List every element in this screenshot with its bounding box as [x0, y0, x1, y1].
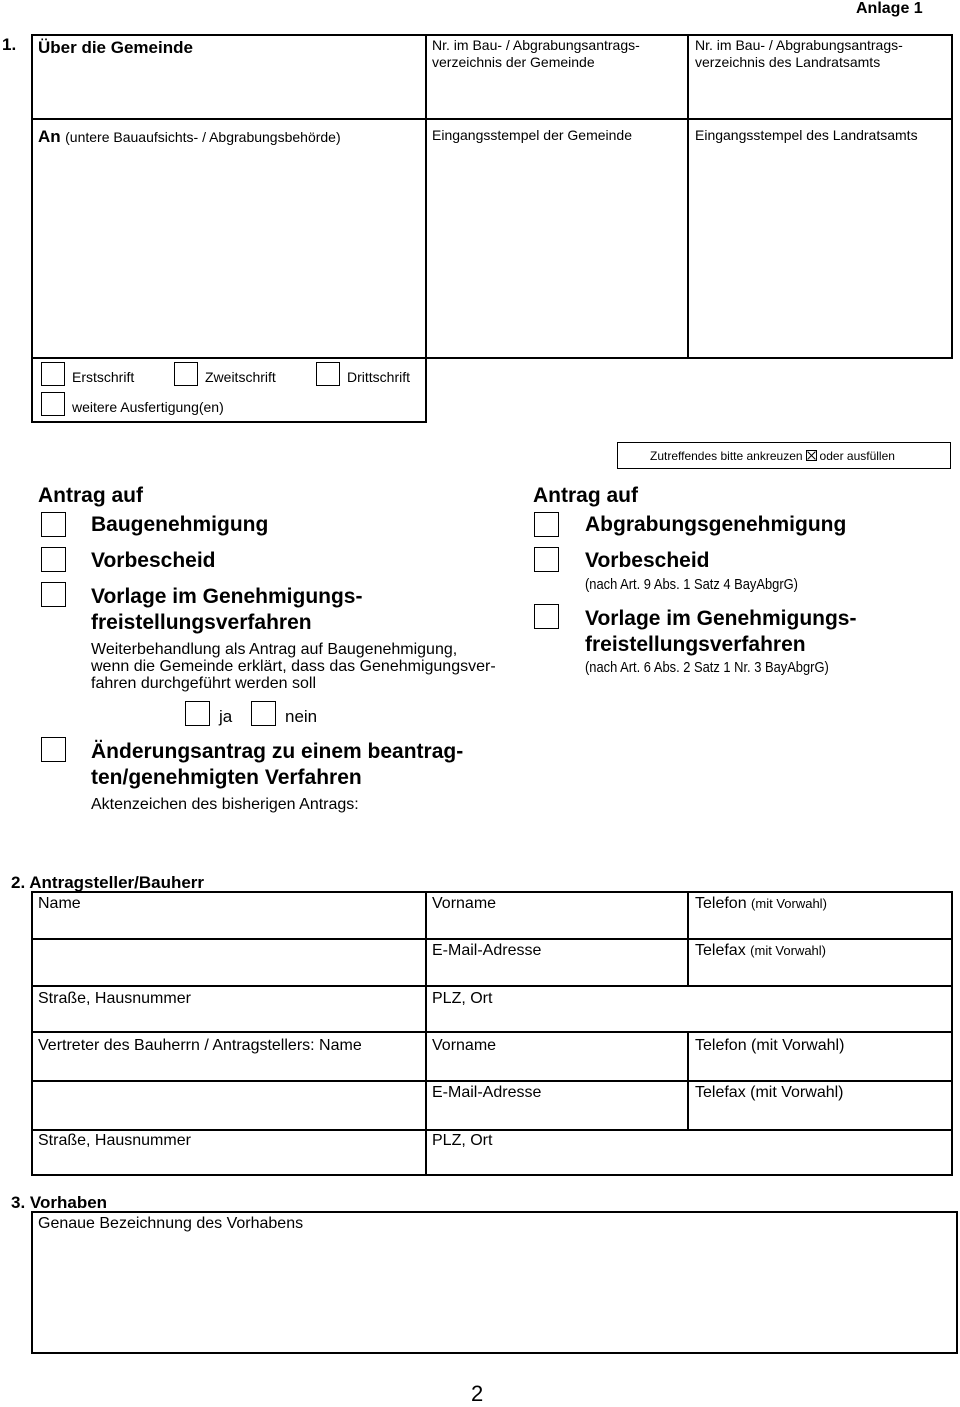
an-rest: (untere Bauaufsichts- / Abgrabungsbehörde): [65, 129, 341, 145]
weiter-line-1: Weiterbehandlung als Antrag auf Baugenehmigung,: [91, 641, 458, 658]
vorlage-left-checkbox[interactable]: [41, 582, 66, 607]
an-label: [38, 127, 341, 147]
telefax-input[interactable]: [695, 961, 949, 983]
divider: [31, 938, 953, 940]
drittschrift-checkbox[interactable]: [316, 362, 340, 386]
divider: [31, 1080, 953, 1082]
ja-label: ja: [219, 707, 233, 726]
vorhaben-input[interactable]: [38, 1238, 952, 1352]
vertreter-plz-input[interactable]: [432, 1151, 946, 1173]
weiter-line-2: wenn die Gemeinde erklärt, dass das Genehmigungsver-: [91, 658, 496, 675]
crossed-box-icon: [806, 450, 817, 461]
nr-landrat-line-2: verzeichnis des Landratsamts: [695, 54, 881, 70]
aktenzeichen-input[interactable]: [375, 794, 529, 818]
vorname-label: Vorname: [432, 895, 497, 912]
an-address-input[interactable]: [38, 150, 422, 354]
vertreter-strasse-input[interactable]: [38, 1151, 422, 1173]
vorbescheid-left-checkbox[interactable]: [41, 547, 66, 572]
vorlage-right-line-1: Vorlage im Genehmigungs-: [585, 607, 857, 630]
strasse-input[interactable]: [38, 1008, 422, 1030]
stempel-gemeinde-label: Eingangsstempel der Gemeinde: [432, 127, 633, 143]
divider: [687, 891, 689, 987]
vorhaben-label: Genaue Bezeichnung des Vorhabens: [38, 1215, 304, 1232]
email-label: E-Mail-Adresse: [432, 942, 542, 959]
vertreter-email-input[interactable]: [432, 1104, 684, 1126]
divider: [687, 1031, 689, 1131]
vorbescheid-right-label: Vorbescheid: [585, 549, 710, 572]
ja-checkbox[interactable]: [185, 701, 210, 726]
nr-gemeinde-label: [432, 37, 640, 71]
weiterbehandlung-text: [91, 641, 496, 692]
section-2-title: 2. Antragsteller/Bauherr: [11, 873, 205, 892]
vorbescheid-right-ref: (nach Art. 9 Abs. 1 Satz 4 BayAbgrG): [585, 576, 798, 593]
vertreter-strasse-label: Straße, Hausnummer: [38, 1132, 191, 1149]
nr-gemeinde-line-2: verzeichnis der Gemeinde: [432, 54, 595, 70]
right-heading: Antrag auf: [533, 484, 638, 507]
vertreter-email-label: E-Mail-Adresse: [432, 1084, 542, 1101]
section-1-number: 1.: [2, 35, 17, 54]
nein-label: nein: [285, 707, 318, 726]
page-number: 2: [471, 1381, 484, 1406]
name-input[interactable]: [38, 914, 422, 936]
abgrabung-checkbox[interactable]: [534, 512, 559, 537]
nein-checkbox[interactable]: [251, 701, 276, 726]
vorlage-left-line-2: freistellungsverfahren: [91, 611, 312, 634]
nr-gemeinde-line-1: Nr. im Bau- / Abgrabungsantrags-: [432, 37, 640, 53]
vorbescheid-left-label: Vorbescheid: [91, 549, 216, 572]
left-heading: Antrag auf: [38, 484, 143, 507]
erstschrift-label: Erstschrift: [72, 369, 135, 385]
divider: [687, 34, 689, 359]
vertreter-vorname-input[interactable]: [432, 1056, 684, 1078]
aenderung-line-2: ten/genehmigten Verfahren: [91, 766, 362, 789]
erstschrift-checkbox[interactable]: [41, 362, 65, 386]
divider: [31, 118, 953, 120]
vertreter-name-input[interactable]: [38, 1056, 422, 1078]
vorlage-right-label: [585, 606, 856, 658]
nr-landrat-line-1: Nr. im Bau- / Abgrabungsantrags-: [695, 37, 903, 53]
zweitschrift-label: Zweitschrift: [205, 369, 276, 385]
nr-landrat-label: [695, 37, 903, 71]
aenderungsantrag-checkbox[interactable]: [41, 737, 66, 762]
telefax-label: [695, 942, 826, 960]
drittschrift-label: Drittschrift: [347, 369, 410, 385]
plz-label: PLZ, Ort: [432, 990, 493, 1007]
stempel-landrat-label: Eingangsstempel des Landratsamts: [695, 127, 918, 143]
nr-gemeinde-input[interactable]: [432, 75, 681, 113]
telefon-input[interactable]: [695, 914, 949, 936]
vertreter-name-label: Vertreter des Bauherrn / Antragstellers: Name: [38, 1037, 362, 1054]
aktenzeichen-label: Aktenzeichen des bisherigen Antrags:: [91, 796, 359, 813]
aenderung-line-1: Änderungsantrag zu einem beantrag-: [91, 740, 464, 763]
hint-before: Zutreffendes bitte ankreuzen: [650, 449, 803, 463]
telefon-suffix: (mit Vorwahl): [751, 896, 827, 911]
vertreter-telefon-label: Telefon (mit Vorwahl): [695, 1037, 845, 1054]
name-label: Name: [38, 895, 81, 912]
telefax-text: Telefax: [695, 942, 746, 959]
divider: [425, 34, 427, 359]
vorlage-right-checkbox[interactable]: [534, 604, 559, 629]
vertreter-plz-label: PLZ, Ort: [432, 1132, 493, 1149]
weitere-label: weitere Ausfertigung(en): [72, 399, 224, 415]
hint-text: [650, 449, 895, 463]
vorlage-left-line-1: Vorlage im Genehmigungs-: [91, 585, 363, 608]
telefax-suffix: (mit Vorwahl): [750, 943, 827, 958]
weiter-line-3: fahren durchgeführt werden soll: [91, 675, 317, 692]
telefon-label: [695, 895, 827, 913]
vorbescheid-right-checkbox[interactable]: [534, 547, 559, 572]
section-3-title: 3. Vorhaben: [11, 1193, 108, 1212]
divider: [31, 985, 953, 987]
divider: [425, 891, 427, 1033]
vorlage-right-ref: (nach Art. 6 Abs. 2 Satz 1 Nr. 3 BayAbgrG): [585, 659, 829, 676]
vertreter-telefax-label: Telefax (mit Vorwahl): [695, 1084, 844, 1101]
vertreter-telefax-input[interactable]: [695, 1104, 949, 1126]
vertreter-vorname-label: Vorname: [432, 1037, 497, 1054]
vorname-input[interactable]: [432, 914, 684, 936]
baugenehmigung-label: Baugenehmigung: [91, 513, 269, 536]
vorlage-right-line-2: freistellungsverfahren: [585, 633, 806, 656]
an-bold: An: [38, 127, 61, 146]
anlage-label: Anlage 1: [856, 0, 923, 17]
telefon-text: Telefon: [695, 895, 747, 912]
nr-landrat-input[interactable]: [695, 75, 949, 113]
aenderungsantrag-label: [91, 739, 463, 791]
plz-input[interactable]: [432, 1008, 946, 1030]
divider: [31, 1129, 953, 1131]
email-input[interactable]: [432, 961, 684, 983]
abgrabung-label: Abgrabungsgenehmigung: [585, 513, 847, 536]
hint-after: oder ausfüllen: [819, 449, 895, 463]
vorlage-left-label: [91, 584, 362, 636]
vertreter-telefon-input[interactable]: [695, 1056, 949, 1078]
strasse-label: Straße, Hausnummer: [38, 990, 191, 1007]
gemeinde-title: Über die Gemeinde: [38, 38, 193, 57]
divider: [425, 1031, 427, 1176]
weitere-checkbox[interactable]: [41, 392, 65, 416]
baugenehmigung-checkbox[interactable]: [41, 512, 66, 537]
zweitschrift-checkbox[interactable]: [174, 362, 198, 386]
